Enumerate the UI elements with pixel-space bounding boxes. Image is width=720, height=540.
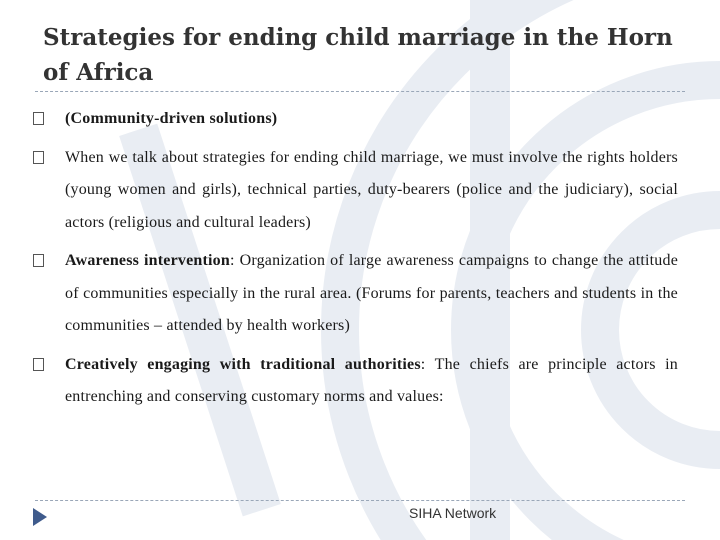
bullet-list [33,103,678,420]
bullet-item [33,349,678,414]
divider-bottom [35,500,685,501]
bullet-bold: Awareness intervention [65,252,230,269]
checkbox-bullet-icon [33,112,44,125]
play-arrow-icon [33,508,47,526]
bullet-item [33,103,678,136]
bullet-bold: Creatively engaging with traditional authorities [65,355,421,373]
checkbox-bullet-icon [33,151,44,164]
bullet-text: : Organization of large awareness campaigns to change the attitude of communities especially in the rural area. (Forums for parents, teachers and students in the communities – attended by health workers) [65,252,678,334]
bullet-text: : The chiefs are principle actors in entrenching and conserving customary norms and values: [65,355,678,405]
checkbox-bullet-icon [33,358,44,371]
slide-title: Strategies for ending child marriage in the Horn of Africa [43,24,673,86]
bullet-text: When we talk about strategies for ending child marriage, we must involve the rights holders (young women and girls), technical parties, duty-bearers (police and the judiciary), social actors (religious and cultural leaders) [65,148,678,231]
footer-text: SIHA Network [409,505,497,521]
divider-top [35,91,685,92]
checkbox-bullet-icon [33,254,44,267]
bullet-item [33,245,678,343]
bullet-bold: (Community-driven solutions) [65,110,278,127]
bullet-item [33,142,678,240]
